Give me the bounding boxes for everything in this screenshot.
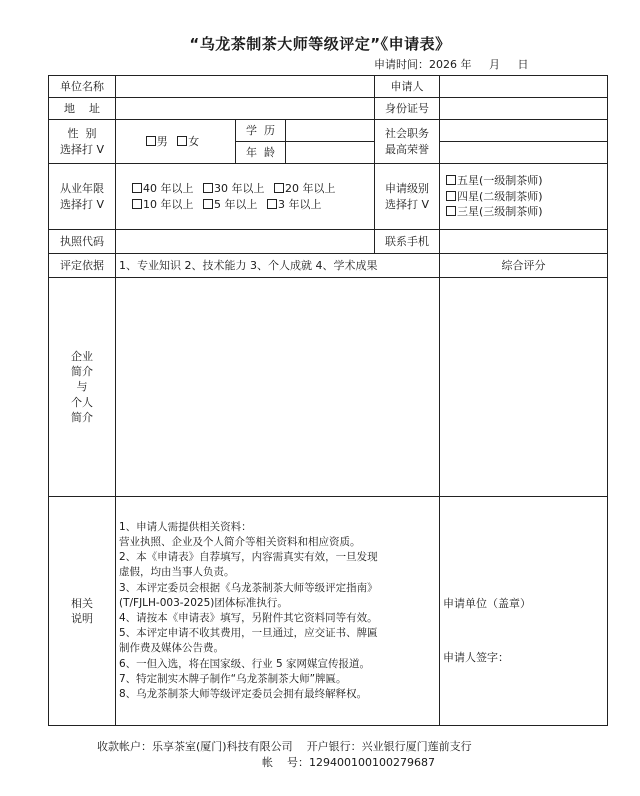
years-30-label: 30 年以上 bbox=[214, 181, 265, 195]
note-line: 虚假，均由当事人负责。 bbox=[119, 566, 235, 579]
license-field[interactable] bbox=[116, 230, 375, 254]
applicant-field[interactable] bbox=[440, 76, 608, 98]
note-line: 8、乌龙茶制茶大师等级评定委员会拥有最终解释权。 bbox=[119, 688, 368, 701]
years-label-cell bbox=[49, 164, 116, 230]
payee-account-info: 收款帐户：乐享茶室(厦门)科技有限公司 开户银行：兴业银行厦门莲前支行 bbox=[97, 740, 472, 753]
years-options-row-2 bbox=[132, 197, 371, 213]
level-four-star-option[interactable] bbox=[446, 189, 543, 205]
years-20-checkbox[interactable] bbox=[274, 183, 284, 193]
years-40-option[interactable] bbox=[132, 181, 194, 197]
years-40-label: 40 年以上 bbox=[143, 181, 194, 195]
years-30-checkbox[interactable] bbox=[203, 183, 213, 193]
intro-label-line-3: 与 bbox=[76, 380, 88, 394]
applicant-label: 申请人 bbox=[375, 76, 440, 98]
years-options bbox=[116, 164, 375, 230]
education-field[interactable] bbox=[286, 120, 375, 142]
years-3-label: 3 年以上 bbox=[278, 197, 322, 211]
notes-label-cell bbox=[49, 497, 116, 726]
score-label: 综合评分 bbox=[440, 254, 608, 278]
row-unit-name bbox=[49, 76, 608, 98]
highest-honor-label: 最高荣誉 bbox=[385, 142, 430, 156]
id-number-label: 身份证号 bbox=[375, 98, 440, 120]
gender-options bbox=[116, 120, 236, 164]
male-label: 男 bbox=[156, 134, 168, 148]
level-label: 申请级别 bbox=[385, 182, 430, 196]
social-title-label-cell bbox=[375, 120, 440, 164]
social-title-label: 社会职务 bbox=[385, 127, 430, 141]
four-star-checkbox[interactable] bbox=[446, 191, 456, 201]
three-star-label: 三星(三级制茶师) bbox=[457, 205, 543, 219]
phone-label: 联系手机 bbox=[375, 230, 440, 254]
social-title-field[interactable] bbox=[440, 120, 608, 142]
row-license bbox=[49, 230, 608, 254]
five-star-checkbox[interactable] bbox=[446, 175, 456, 185]
female-checkbox[interactable] bbox=[177, 136, 187, 146]
note-line: 1、申请人需提供相关资料： bbox=[119, 520, 252, 533]
four-star-label: 四星(二级制茶师) bbox=[457, 189, 543, 203]
years-3-option[interactable] bbox=[267, 197, 322, 213]
years-10-option[interactable] bbox=[132, 197, 194, 213]
application-form-table bbox=[48, 75, 608, 726]
note-line: 营业执照、企业及个人简介等相关资料和相应资质。 bbox=[119, 535, 361, 548]
phone-field[interactable] bbox=[440, 230, 608, 254]
gender-label: 性 别 bbox=[67, 127, 97, 141]
row-basis bbox=[49, 254, 608, 278]
level-three-star-option[interactable] bbox=[446, 204, 543, 220]
signature-label: 申请人签字： bbox=[443, 651, 510, 664]
license-label: 执照代码 bbox=[49, 230, 116, 254]
row-gender-top bbox=[49, 120, 608, 142]
row-notes bbox=[49, 497, 608, 726]
years-40-checkbox[interactable] bbox=[132, 183, 142, 193]
note-line: 2、本《申请表》自荐填写，内容需真实有效，一旦发现 bbox=[119, 551, 378, 564]
note-line: 6、一但入选，将在国家级、行业 5 家网媒宣传报道。 bbox=[119, 657, 371, 670]
female-label: 女 bbox=[188, 134, 200, 148]
level-five-star-option[interactable] bbox=[446, 173, 543, 189]
intro-label-line-2: 简介 bbox=[71, 364, 93, 378]
intro-label-cell bbox=[49, 278, 116, 497]
level-hint: 选择打 V bbox=[385, 197, 430, 211]
note-line: 制作费及媒体公告费。 bbox=[119, 642, 224, 655]
intro-field[interactable] bbox=[116, 278, 440, 497]
gender-hint: 选择打 V bbox=[59, 142, 105, 156]
years-5-label: 5 年以上 bbox=[214, 197, 258, 211]
intro-label-line-1: 企业 bbox=[71, 349, 93, 363]
basis-text: 1、专业知识 2、技术能力 3、个人成就 4、学术成果 bbox=[116, 254, 440, 278]
note-line: 4、请按本《申请表》填写，另附件其它资料同等有效。 bbox=[119, 612, 378, 624]
level-options bbox=[440, 164, 608, 230]
application-date: 申请时间：2026 年 月 日 bbox=[374, 58, 529, 71]
highest-honor-field[interactable] bbox=[440, 142, 608, 164]
account-number: 帐 号：129400100100279687 bbox=[262, 756, 435, 769]
years-5-option[interactable] bbox=[203, 197, 258, 213]
signature-cell bbox=[440, 497, 608, 726]
unit-name-field[interactable] bbox=[116, 76, 375, 98]
note-line: 5、本评定申请不收其费用，一旦通过，应交证书、牌匾 bbox=[119, 627, 378, 640]
address-label: 地 址 bbox=[49, 98, 116, 120]
intro-label-line-4: 个人 bbox=[71, 395, 93, 409]
note-line: 7、特定制实木牌子制作“乌龙茶制茶大师”牌匾。 bbox=[119, 672, 347, 685]
education-label: 学 历 bbox=[236, 120, 286, 142]
notes-content bbox=[116, 497, 440, 726]
note-line: (T/FJLH-003-2025)团体标准执行。 bbox=[119, 596, 288, 609]
level-label-cell bbox=[375, 164, 440, 230]
address-field[interactable] bbox=[116, 98, 375, 120]
years-20-label: 20 年以上 bbox=[285, 181, 336, 195]
row-years-level bbox=[49, 164, 608, 230]
row-address bbox=[49, 98, 608, 120]
note-line: 3、本评定委员会根据《乌龙茶制茶大师等级评定指南》 bbox=[119, 581, 378, 594]
age-label: 年 龄 bbox=[236, 142, 286, 164]
gender-female-option[interactable] bbox=[177, 134, 199, 150]
years-3-checkbox[interactable] bbox=[267, 199, 277, 209]
age-field[interactable] bbox=[286, 142, 375, 164]
gender-label-cell bbox=[49, 120, 116, 164]
years-options-row-1 bbox=[132, 181, 371, 197]
basis-label: 评定依据 bbox=[49, 254, 116, 278]
years-30-option[interactable] bbox=[203, 181, 265, 197]
notes-label-line-2: 说明 bbox=[71, 612, 93, 625]
male-checkbox[interactable] bbox=[146, 136, 156, 146]
score-field[interactable] bbox=[440, 278, 608, 497]
three-star-checkbox[interactable] bbox=[446, 206, 456, 216]
gender-male-option[interactable] bbox=[146, 134, 168, 150]
notes-label-line-1: 相关 bbox=[71, 596, 93, 610]
years-label: 从业年限 bbox=[60, 182, 104, 196]
five-star-label: 五星(一级制茶师) bbox=[457, 173, 543, 187]
years-20-option[interactable] bbox=[274, 181, 336, 197]
id-number-field[interactable] bbox=[440, 98, 608, 120]
years-5-checkbox[interactable] bbox=[203, 199, 213, 209]
years-10-label: 10 年以上 bbox=[143, 197, 194, 211]
form-title: “乌龙茶制茶大师等级评定”《申请表》 bbox=[189, 35, 451, 53]
intro-label-line-5: 简介 bbox=[71, 411, 93, 425]
stamp-label: 申请单位（盖章） bbox=[443, 597, 532, 611]
unit-name-label: 单位名称 bbox=[49, 76, 116, 98]
years-10-checkbox[interactable] bbox=[132, 199, 142, 209]
row-intro bbox=[49, 278, 608, 497]
years-hint: 选择打 V bbox=[59, 197, 105, 211]
